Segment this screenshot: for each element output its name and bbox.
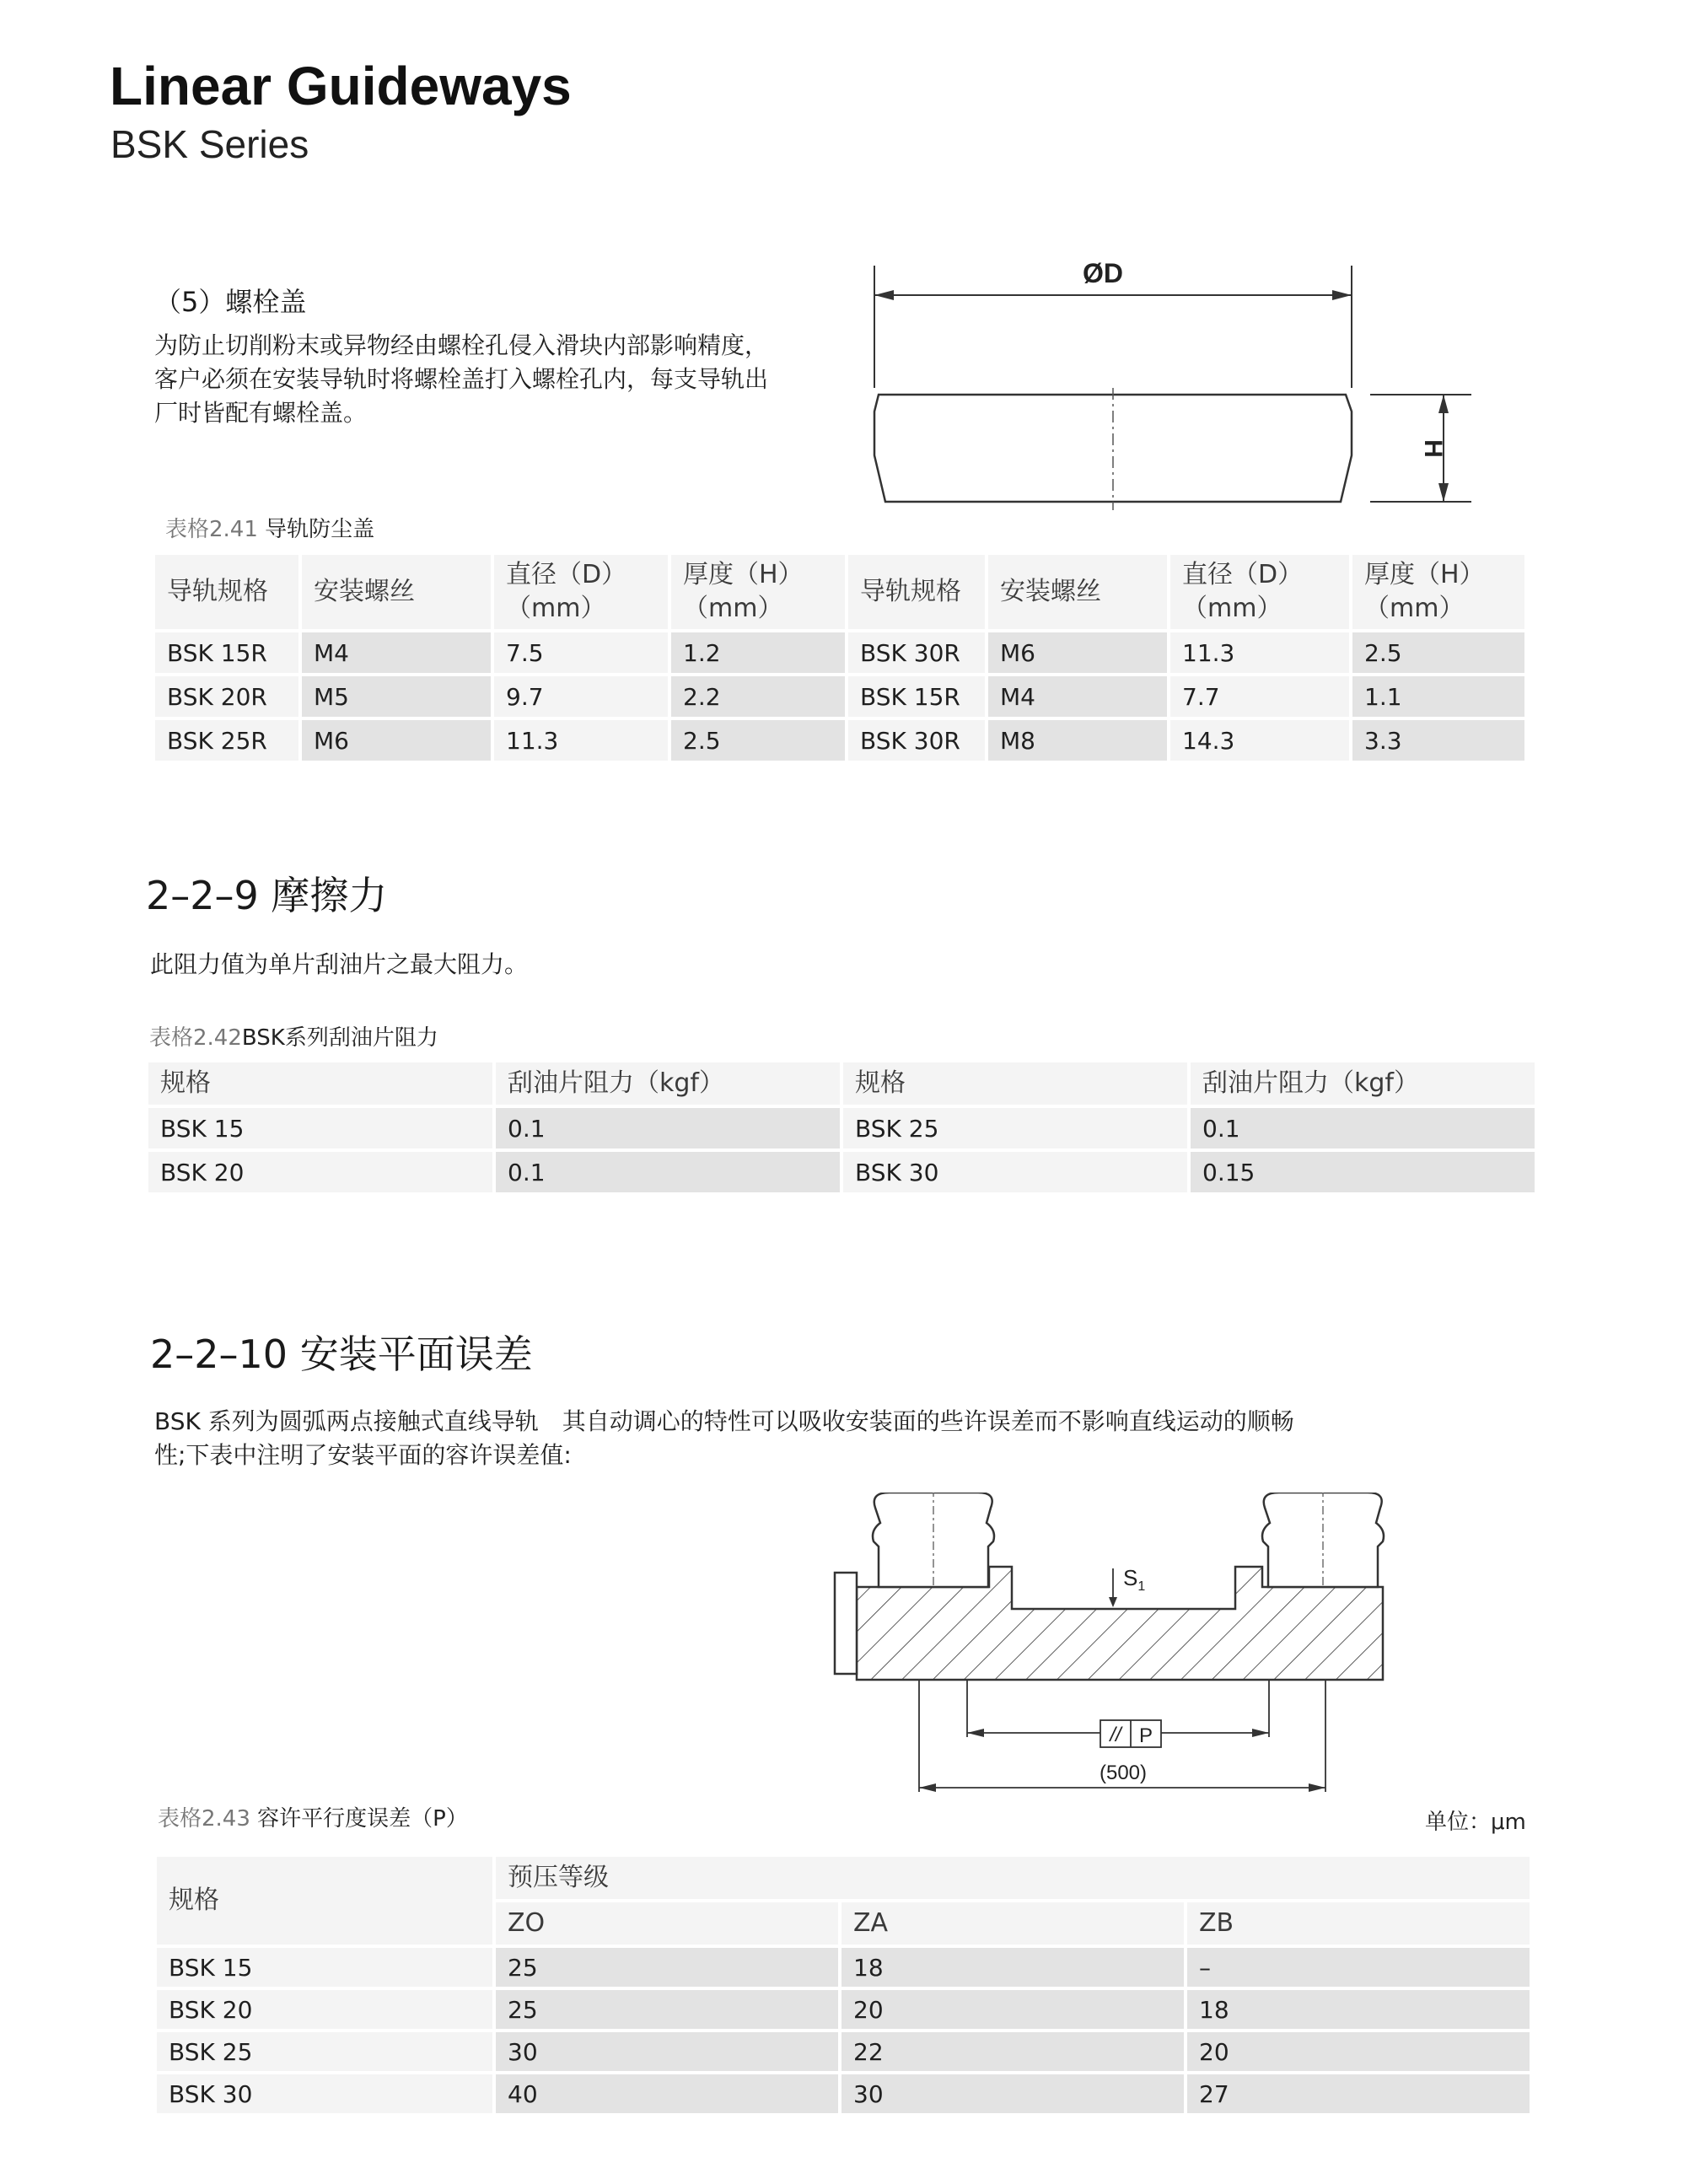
table-cell: M8: [988, 720, 1167, 761]
bolt-cap-heading: （5）螺栓盖: [154, 286, 307, 318]
header-line: （mm）: [1364, 594, 1465, 623]
table-cell: BSK 25R: [155, 720, 298, 761]
table-cell: BSK 30: [843, 1152, 1187, 1192]
table-242: [145, 1059, 1538, 1196]
page-subtitle: BSK Series: [110, 122, 309, 166]
table-cell: 25: [496, 1990, 838, 2029]
table-cell: M6: [302, 720, 491, 761]
table-cell: BSK 15: [148, 1108, 492, 1148]
table-cell: 27: [1187, 2074, 1530, 2113]
parallel-symbol: //: [1110, 1724, 1121, 1746]
table-241-caption-num: 表格2.41: [165, 517, 258, 542]
header-line: （mm）: [683, 594, 783, 623]
table-241: [152, 551, 1528, 764]
table-243: [153, 1853, 1533, 2117]
table-cell: 2.5: [671, 720, 845, 761]
mount-heading: 2–2–10 安装平面误差: [150, 1331, 533, 1377]
header-cell: [1170, 555, 1349, 629]
table-cell: 22: [842, 2032, 1184, 2071]
table-cell: 0.1: [496, 1152, 840, 1192]
table-row: [157, 1990, 1530, 2029]
table-242-caption-text: BSK系列刮油片阻力: [241, 1025, 438, 1051]
table-cell: 0.1: [496, 1108, 840, 1148]
table-header-row: [157, 1857, 1530, 1899]
table-cell: 25: [496, 1948, 838, 1987]
table-cell: 20: [842, 1990, 1184, 2029]
header-cell: [671, 555, 845, 629]
header-cell: ZO: [496, 1902, 838, 1945]
page-title: Linear Guideways: [110, 56, 572, 116]
header-cell: 导轨规格: [155, 555, 298, 629]
header-cell: ZA: [842, 1902, 1184, 1945]
table-row: [155, 676, 1524, 717]
table-cell: 1.1: [1352, 676, 1524, 717]
table-243-caption-num: 表格2.43: [158, 1806, 250, 1832]
table-cell: 11.3: [1170, 632, 1349, 673]
header-line: 直径（D）: [506, 560, 627, 589]
table-241-caption-text: 导轨防尘盖: [265, 517, 375, 542]
table-cell: 14.3: [1170, 720, 1349, 761]
header-cell: [1352, 555, 1524, 629]
header-line: （mm）: [506, 594, 606, 623]
table-cell: BSK 30R: [848, 632, 985, 673]
table-header-row: [148, 1062, 1535, 1105]
table-cell: M6: [988, 632, 1167, 673]
table-cell: 18: [1187, 1990, 1530, 2029]
table-cell: 9.7: [494, 676, 668, 717]
s1-label: $S_1$: [1123, 1565, 1146, 1594]
table-row: [157, 1948, 1530, 1987]
table-cell: BSK 15R: [848, 676, 985, 717]
mount-paragraph-line2: 性;下表中注明了安装平面的容许误差值:: [154, 1441, 572, 1469]
header-line: 厚度（H）: [1364, 560, 1485, 589]
table-cell: 0.1: [1191, 1108, 1535, 1148]
friction-paragraph: 此阻力值为单片刮油片之最大阻力。: [150, 950, 529, 978]
table-row: [148, 1152, 1535, 1192]
table-row: [155, 720, 1524, 761]
table-cell: 7.5: [494, 632, 668, 673]
table-cell: 7.7: [1170, 676, 1349, 717]
table-cell: M4: [988, 676, 1167, 717]
table-row: [157, 2032, 1530, 2071]
header-cell: 安装螺丝: [302, 555, 491, 629]
mounting-diagram: [809, 1493, 1417, 1813]
table-cell: 2.2: [671, 676, 845, 717]
table-row: [148, 1108, 1535, 1148]
header-line: （mm）: [1182, 594, 1282, 623]
table-cell: BSK 25: [157, 2032, 492, 2071]
table-cell: 40: [496, 2074, 838, 2113]
table-row: [157, 2074, 1530, 2113]
length-label: (500): [1099, 1762, 1148, 1784]
header-cell-group: 预压等级: [496, 1857, 1530, 1899]
table-cell: 1.2: [671, 632, 845, 673]
mount-paragraph-line1: BSK 系列为圆弧两点接触式直线导轨 其自动调心的特性可以吸收安装面的些许误差而不影响直线运动的顺畅: [154, 1407, 1294, 1435]
table-row: [155, 632, 1524, 673]
bolt-cap-diagram: [843, 253, 1501, 523]
table-cell: 11.3: [494, 720, 668, 761]
table-243-caption: [158, 1801, 468, 1832]
table-cell: 20: [1187, 2032, 1530, 2071]
table-cell: BSK 15R: [155, 632, 298, 673]
table-cell: M4: [302, 632, 491, 673]
friction-heading: 2–2–9 摩擦力: [146, 873, 388, 918]
table-header-row: [155, 555, 1524, 629]
header-line: 厚度（H）: [683, 560, 804, 589]
table-243-caption-text: 容许平行度误差（P）: [257, 1806, 468, 1832]
table-cell: 2.5: [1352, 632, 1524, 673]
table-cell: BSK 15: [157, 1948, 492, 1987]
table-cell: BSK 30: [157, 2074, 492, 2113]
table-cell: M5: [302, 676, 491, 717]
header-cell: 规格: [843, 1062, 1187, 1105]
header-cell-spec: 规格: [157, 1857, 492, 1945]
table-cell: BSK 20: [157, 1990, 492, 2029]
table-cell: BSK 20: [148, 1152, 492, 1192]
header-cell: 导轨规格: [848, 555, 985, 629]
header-cell: [494, 555, 668, 629]
header-cell: 刮油片阻力（kgf）: [1191, 1062, 1535, 1105]
height-label: H: [1419, 439, 1447, 458]
table-241-caption: [165, 512, 374, 543]
table-cell: 3.3: [1352, 720, 1524, 761]
table-cell: BSK 30R: [848, 720, 985, 761]
table-242-caption: [149, 1020, 438, 1052]
table-cell: 30: [842, 2074, 1184, 2113]
diameter-label: ØD: [1083, 258, 1123, 288]
header-cell: 规格: [148, 1062, 492, 1105]
header-line: 直径（D）: [1182, 560, 1304, 589]
table-cell: BSK 25: [843, 1108, 1187, 1148]
table-cell: 0.15: [1191, 1152, 1535, 1192]
unit-label: 单位：μm: [1425, 1810, 1526, 1835]
bolt-cap-paragraph: 为防止切削粉末或异物经由螺栓孔侵入滑块内部影响精度，客户必须在安装导轨时将螺栓盖打入螺栓孔内，每支导轨出厂时皆配有螺栓盖。: [154, 331, 769, 427]
table-cell: BSK 20R: [155, 676, 298, 717]
header-cell: ZB: [1187, 1902, 1530, 1945]
p-label: P: [1138, 1724, 1153, 1747]
table-cell: –: [1187, 1948, 1530, 1987]
table-cell: 18: [842, 1948, 1184, 1987]
table-242-caption-num: 表格2.42: [149, 1025, 242, 1051]
header-cell: 刮油片阻力（kgf）: [496, 1062, 840, 1105]
table-cell: 30: [496, 2032, 838, 2071]
header-cell: 安装螺丝: [988, 555, 1167, 629]
